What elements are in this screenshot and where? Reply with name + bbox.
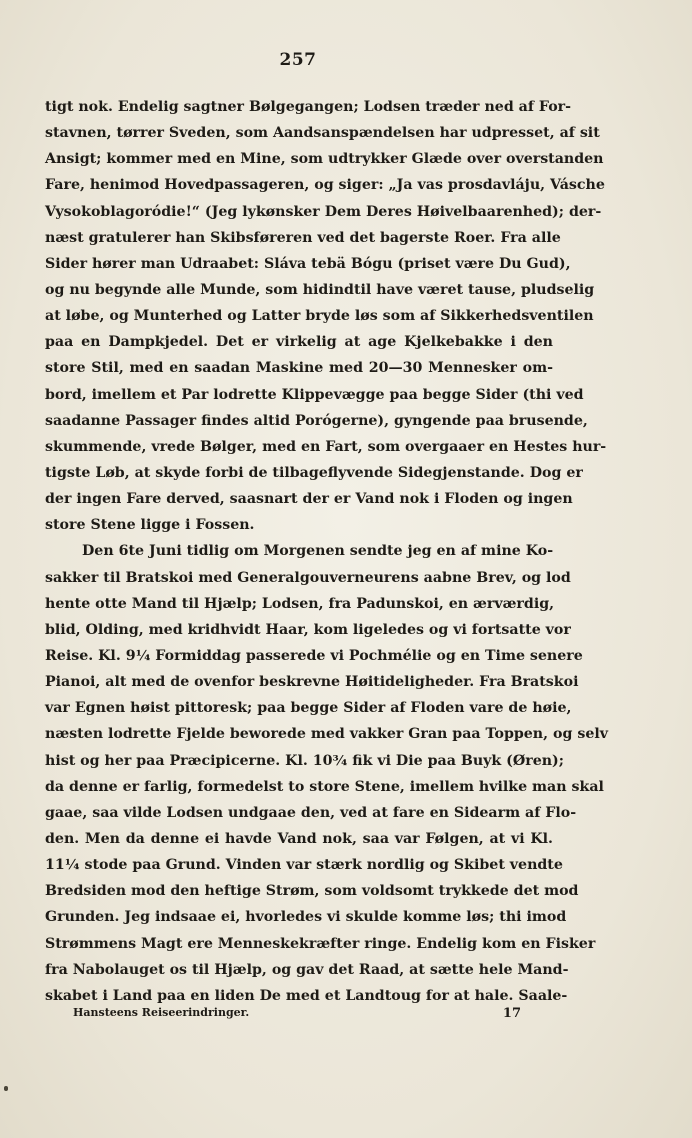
paragraph-start-line: Den 6te Juni tidlig om Morgenen sendte jeg en af mine Ko- <box>82 543 554 560</box>
text-line: var Egnen høist pittoresk; paa begge Sider af Floden vare de høie, <box>45 700 572 717</box>
page-number: 257 <box>279 50 317 70</box>
text-line: Ansigt; kommer med en Mine, som udtrykker Glæde over overstanden <box>45 151 604 168</box>
signature-mark: Hansteens Reiseerindringer. <box>73 1006 250 1019</box>
text-line: Sider hører man Udraabet: Sláva tebä Bógu (priset være Du Gud), <box>45 255 571 272</box>
text-line: paa en Dampkjedel. Det er virkelig at age Kjelkebakke i den <box>45 334 553 351</box>
text-line: Grunden. Jeg indsaae ei, hvorledes vi skulde komme løs; thi imod <box>45 909 567 926</box>
text-line: skabet i Land paa en liden De med et Landtoug for at hale. Saale- <box>45 987 568 1004</box>
text-line: næst gratulerer han Skibsføreren ved det bagerste Roer. Fra alle <box>45 229 561 246</box>
text-line: store Stil, med en saadan Maskine med 20—30 Mennesker om- <box>45 360 553 377</box>
text-line: tigste Løb, at skyde forbi de tilbageflyvende Sidegjenstande. Dog er <box>45 464 583 481</box>
text-line: Bredsiden mod den heftige Strøm, som voldsomt trykkede det mod <box>45 883 579 900</box>
text-line: at løbe, og Munterhed og Latter bryde løs som af Sikkerhedsventilen <box>45 308 594 325</box>
paragraph-end-line: store Stene ligge i Fossen. <box>45 517 255 534</box>
body-text <box>45 94 608 1009</box>
text-line: der ingen Fare derved, saasnart der er Vand nok i Floden og ingen <box>45 491 573 508</box>
text-line: blid, Olding, med kridhvidt Haar, kom ligeledes og vi fortsatte vor <box>45 621 571 638</box>
text-line: sakker til Bratskoi med Generalgouverneurens aabne Brev, og lod <box>45 569 571 586</box>
text-line: saadanne Passager findes altid Porógerne), gyngende paa brusende, <box>45 412 588 429</box>
text-line: Reise. Kl. 9¼ Formiddag passerede vi Pochmélie og en Time senere <box>45 647 583 664</box>
signature-number: 17 <box>502 1006 521 1021</box>
text-line: skummende, vrede Bølger, med en Fart, som overgaaer en Hestes hur- <box>45 438 607 455</box>
text-line: 11¼ stode paa Grund. Vinden var stærk nordlig og Skibet vendte <box>45 857 563 874</box>
text-line: Fare, henimod Hovedpassageren, og siger: „Ja vas prosdavláju, Vásche <box>45 177 605 194</box>
text-line: Vysokoblagoródie!“ (Jeg lykønsker Dem Deres Høivelbaarenhed); der- <box>45 203 602 220</box>
page-footer <box>45 1006 553 1026</box>
text-line: Strømmens Magt ere Menneskekræfter ringe. Endelig kom en Fisker <box>45 935 596 952</box>
text-line: fra Nabolauget os til Hjælp, og gav det Raad, at sætte hele Mand- <box>45 961 569 978</box>
text-line: hist og her paa Præcipicerne. Kl. 10¾ fik vi Die paa Buyk (Øren); <box>45 752 564 769</box>
text-line: hente otte Mand til Hjælp; Lodsen, fra Padunskoi, en ærværdig, <box>45 595 555 612</box>
ink-speck <box>4 1086 8 1091</box>
text-line: næsten lodrette Fjelde beworede med vakker Gran paa Toppen, og selv <box>45 726 608 743</box>
text-line: og nu begynde alle Munde, som hidindtil have været tause, pludselig <box>45 281 595 298</box>
text-line: gaae, saa vilde Lodsen undgaae den, ved at fare en Sidearm af Flo- <box>45 804 577 821</box>
text-line: stavnen, tørrer Sveden, som Aandsanspændelsen har udpresset, af sit <box>45 125 600 142</box>
text-line: tigt nok. Endelig sagtner Bølgegangen; Lodsen træder ned af For- <box>45 99 572 115</box>
text-line: den. Men da denne ei havde Vand nok, saa var Følgen, at vi Kl. <box>45 830 553 847</box>
text-line: da denne er farlig, formedelst to store Stene, imellem hvilke man skal <box>45 778 604 795</box>
text-line: Pianoi, alt med de ovenfor beskrevne Høitideligheder. Fra Bratskoi <box>45 674 579 691</box>
text-line: bord, imellem et Par lodrette Klippevægge paa begge Sider (thi ved <box>45 386 584 403</box>
